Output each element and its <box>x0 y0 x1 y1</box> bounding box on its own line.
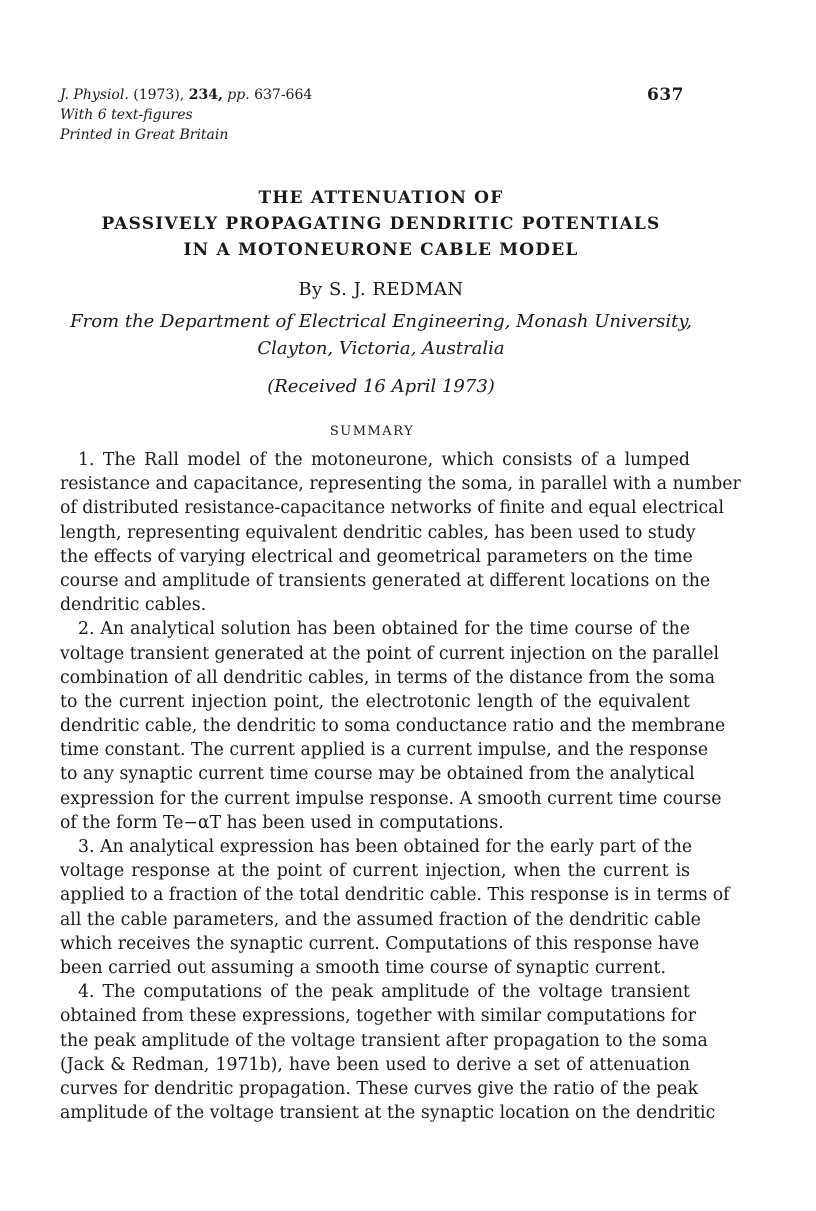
text-line: expression for the current impulse response. A smooth current time course <box>60 788 722 809</box>
text-line: of the form Te−αT has been used in computations. <box>60 812 504 833</box>
text-line: voltage response at the point of current injection, when the current is <box>60 861 690 882</box>
text-line: all the cable parameters, and the assumed fraction of the dendritic cable <box>60 909 701 930</box>
summary-body <box>60 448 741 1125</box>
text-line: the effects of varying electrical and geometrical parameters on the time <box>60 546 693 567</box>
text-line: time constant. The current applied is a current impulse, and the response <box>60 740 709 761</box>
page-number: 637 <box>647 85 684 105</box>
text-line: of distributed resistance-capacitance networks of finite and equal electrical <box>60 498 724 519</box>
text-line: length, representing equivalent dendritic cables, has been used to study <box>60 522 696 543</box>
title-line: THE ATTENUATION OF <box>258 188 504 208</box>
affiliation-line: From the Department of Electrical Engineering, Monash University, <box>70 311 692 332</box>
title-line: PASSIVELY PROPAGATING DENDRITIC POTENTIALS <box>101 214 661 234</box>
text-line: been carried out assuming a smooth time course of synaptic current. <box>60 957 666 978</box>
text-line: curves for dendritic propagation. These curves give the ratio of the peak <box>60 1078 699 1099</box>
text-line: amplitude of the voltage transient at the synaptic location on the dendritic <box>60 1103 716 1124</box>
text-line: the peak amplitude of the voltage transient after propagation to the soma <box>60 1030 708 1051</box>
text-line: voltage transient generated at the point of current injection on the parallel <box>60 643 719 664</box>
figures-note: With 6 text-figures <box>60 107 193 123</box>
text-line: to the current injection point, the electrotonic length of the equivalent <box>60 691 690 712</box>
affiliation-line: Clayton, Victoria, Australia <box>257 338 505 359</box>
article-title <box>0 185 762 263</box>
text-line: course and amplitude of transients generated at different locations on the <box>60 570 711 591</box>
text-line: (Jack & Redman, 1971b), have been used to derive a set of attenuation <box>60 1054 690 1075</box>
title-line: IN A MOTONEURONE CABLE MODEL <box>183 240 579 260</box>
citation-year: (1973), <box>133 87 185 103</box>
citation-volume: 234, <box>188 87 223 103</box>
text-line: resistance and capacitance, representing the soma, in parallel with a number <box>60 474 741 495</box>
text-line: 3. An analytical expression has been obtained for the early part of the <box>78 837 693 857</box>
journal-name: J. Physiol. <box>60 87 129 103</box>
text-line: combination of all dendritic cables, in terms of the distance from the soma <box>60 667 716 688</box>
author-affiliation <box>0 308 762 362</box>
running-header <box>60 85 690 145</box>
text-line: 4. The computations of the peak amplitude of the voltage transient <box>78 982 690 1003</box>
text-line: 1. The Rall model of the motoneurone, which consists of a lumped <box>78 450 690 470</box>
printed-note: Printed in Great Britain <box>60 127 229 143</box>
summary-heading: SUMMARY <box>329 424 415 439</box>
citation-pages: 637-664 <box>254 87 313 103</box>
text-line: which receives the synaptic current. Computations of this response have <box>60 933 700 954</box>
text-line: 2. An analytical solution has been obtained for the time course of the <box>78 619 690 640</box>
text-line: obtained from these expressions, together with similar computations for <box>60 1006 696 1027</box>
citation-line <box>60 85 690 105</box>
citation-pp: pp. <box>227 87 250 103</box>
author-byline: By S. J. REDMAN <box>298 279 464 300</box>
received-date: (Received 16 April 1973) <box>267 376 495 397</box>
text-line: to any synaptic current time course may be obtained from the analytical <box>60 764 695 785</box>
text-line: dendritic cable, the dendritic to soma conductance ratio and the membrane <box>60 716 726 737</box>
text-line: dendritic cables. <box>60 595 207 616</box>
text-line: applied to a fraction of the total dendritic cable. This response is in terms of <box>60 885 730 906</box>
